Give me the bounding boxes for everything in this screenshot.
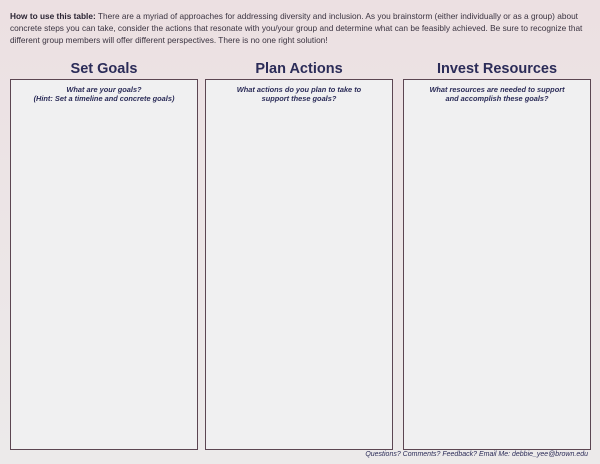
column-title: Set Goals [70,61,138,77]
prompt-line-2: and accomplish these goals? [445,94,549,103]
actions-input-box[interactable] [205,79,393,450]
instructions-paragraph [10,10,592,46]
prompt-line-1: What are your goals? [66,85,142,94]
prompt-line-2: support these goals? [261,94,337,103]
prompt-line-2: (Hint: Set a timeline and concrete goals) [33,94,175,103]
resources-input-box[interactable] [403,79,591,450]
footer-contact: Questions? Comments? Feedback? Email Me: debbie_yee@brown.edu [365,451,588,458]
column-prompt [19,85,189,103]
column-title: Invest Resources [436,61,558,77]
column-plan-actions [205,60,393,103]
goals-input-box[interactable] [10,79,198,450]
column-set-goals [10,60,198,103]
column-invest-resources [403,60,591,103]
column-prompt [412,85,582,103]
instructions-body: There are a myriad of approaches for addressing diversity and inclusion. As you brainstorm (either individually or as a group) about concrete steps you can take, consider the actions that resonate with you/your group and determine what can be feasibly achieved. Be sure to recognize that different group members will offer different perspectives. There is no one right solution! [10,11,583,45]
prompt-line-1: What actions do you plan to take to [236,85,362,94]
column-title: Plan Actions [255,61,343,77]
prompt-line-1: What resources are needed to support [429,85,565,94]
instructions-lead: How to use this table: [10,11,96,21]
column-prompt [214,85,384,103]
